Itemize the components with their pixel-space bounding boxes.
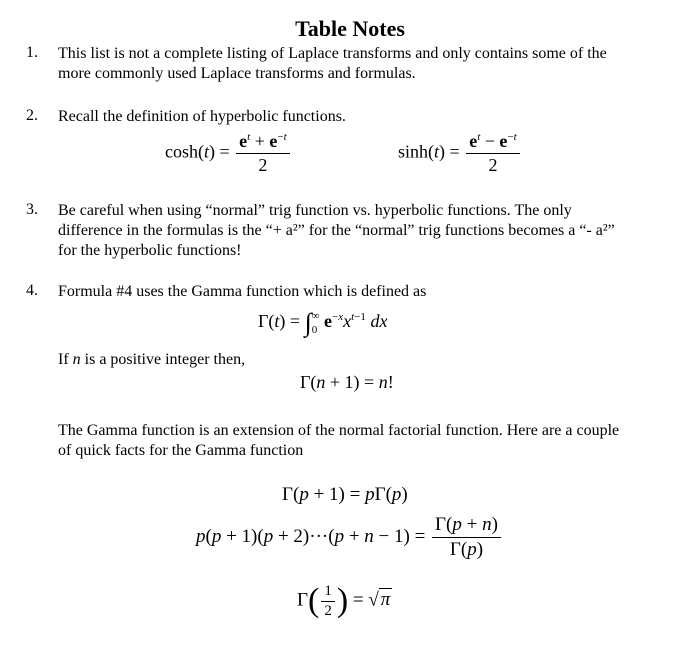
gamma-extension-line-2: of quick facts for the Gamma function: [58, 442, 304, 459]
gamma-product-formula: p(p + 1)(p + 2)···(p + n − 1) = $\frac{\Gamma(p + n)}{\Gamma(p)}$: [196, 514, 503, 561]
item-4-text: [58, 282, 426, 302]
item-4-line-1: Formula #4 uses the Gamma function which is defined as: [58, 283, 427, 300]
item-1-line-1: This list is not a complete listing of Laplace transforms and only contains some of the: [58, 45, 607, 62]
item-3-text: [58, 201, 615, 261]
gamma-extension-text: [58, 421, 619, 461]
gamma-recurrence-formula: Γ(p + 1) = pΓ(p): [282, 484, 408, 505]
item-1-number: 1.: [26, 44, 38, 61]
positive-integer-text: If n is a positive integer then,: [58, 351, 246, 368]
item-2-line-1: Recall the definition of hyperbolic functions.: [58, 108, 346, 125]
page-title: Table Notes: [295, 16, 405, 41]
item-3-number: 3.: [26, 201, 38, 218]
item-3-line-2: difference in the formulas is the “+ a²” for the “normal” trig functions becomes a “- a²”: [58, 222, 615, 239]
item-2-number: 2.: [26, 107, 38, 124]
item-3-line-1: Be careful when using “normal” trig function vs. hyperbolic functions. The only: [58, 202, 572, 219]
gamma-definition-formula: Γ(t) = ∫ ∞ 0 $e^{-x}x^{t-1}$ dx: [258, 308, 388, 337]
cosh-formula: cosh(t) = $\frac{e^t + e^{-t}}{2}$: [165, 131, 292, 176]
sinh-formula: sinh(t) = $\frac{e^t - e^{-t}}{2}$: [398, 131, 522, 176]
item-2-text: [58, 107, 346, 127]
gamma-extension-line-1: The Gamma function is an extension of the normal factorial function. Here are a couple: [58, 422, 620, 439]
item-4-number: 4.: [26, 282, 38, 299]
item-1-line-2: more commonly used Laplace transforms and formulas.: [58, 65, 416, 82]
gamma-half-formula: Γ( $\frac{1}{2}$ ) = √ π: [297, 582, 391, 619]
gamma-factorial-formula: Γ(n + 1) = n!: [300, 372, 394, 392]
sinh-label: sinh: [398, 141, 429, 162]
item-3-line-3: for the hyperbolic functions!: [58, 242, 242, 259]
cosh-label: cosh: [165, 141, 198, 162]
item-1-text: [58, 44, 607, 84]
